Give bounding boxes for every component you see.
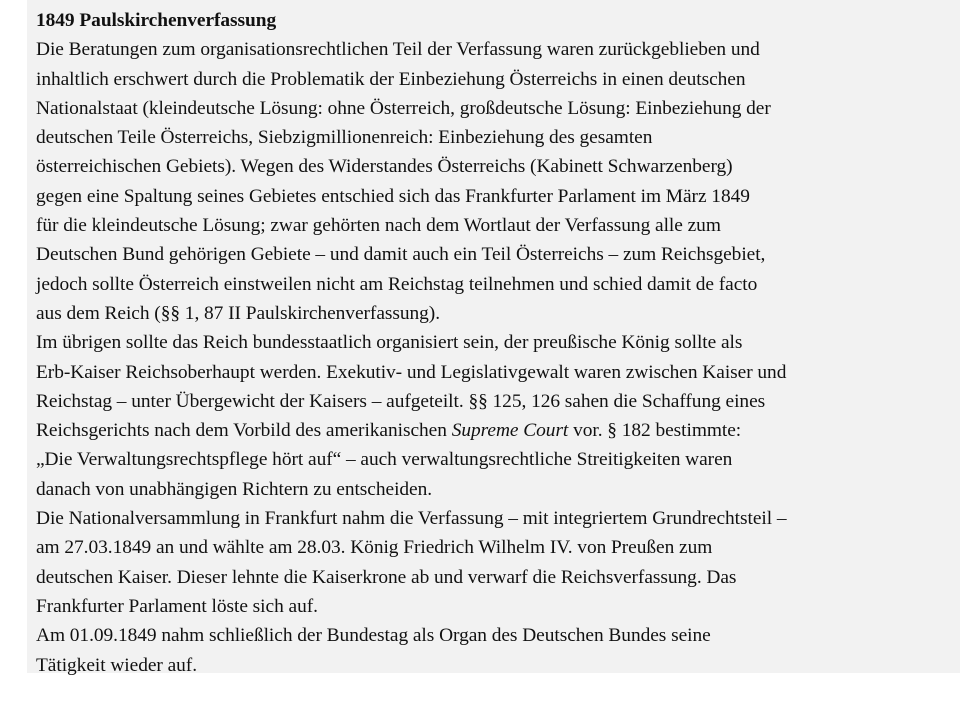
document-title: 1849 Paulskirchenverfassung — [36, 10, 277, 31]
text-line: gegen eine Spaltung seines Gebietes entschied sich das Frankfurter Parlament im März 1849 — [36, 185, 750, 207]
text-line: Tätigkeit wieder auf. — [36, 654, 198, 676]
text-line: Deutschen Bund gehörigen Gebiete – und damit auch ein Teil Österreichs – zum Reichsgebiet, — [36, 244, 766, 266]
text-line: jedoch sollte Österreich einstweilen nicht am Reichstag teilnehmen und schied damit de facto — [36, 273, 758, 295]
text-line: inhaltlich erschwert durch die Problematik der Einbeziehung Österreichs in einen deutschen — [36, 68, 746, 90]
italic-term: Supreme Court — [451, 420, 569, 442]
text-line: „Die Verwaltungsrechtspflege hört auf“ – auch verwaltungsrechtliche Streitigkeiten waren — [36, 449, 733, 471]
text-line: Am 01.09.1849 nahm schließlich der Bundestag als Organ des Deutschen Bundes seine — [36, 625, 711, 647]
text-line: deutschen Teile Österreichs, Siebzigmillionenreich: Einbeziehung des gesamten — [36, 127, 653, 149]
text-line: Reichstag – unter Übergewicht der Kaisers – aufgeteilt. §§ 125, 126 sahen die Schaffung eines — [36, 390, 766, 412]
text-segment: Reichsgerichts nach dem Vorbild des amerikanischen — [36, 420, 452, 442]
text-line: Erb-Kaiser Reichsoberhaupt werden. Exekutiv- und Legislativgewalt waren zwischen Kaiser und — [36, 361, 787, 383]
text-line: Nationalstaat (kleindeutsche Lösung: ohne Österreich, großdeutsche Lösung: Einbeziehung der — [36, 97, 771, 119]
text-line: österreichischen Gebiets). Wegen des Widerstandes Österreichs (Kabinett Schwarzenberg) — [36, 156, 733, 178]
text-line: Frankfurter Parlament löste sich auf. — [36, 595, 318, 617]
text-line: danach von unabhängigen Richtern zu entscheiden. — [36, 478, 433, 500]
text-line: Im übrigen sollte das Reich bundesstaatlich organisiert sein, der preußische König sollte als — [36, 332, 743, 354]
text-line: deutschen Kaiser. Dieser lehnte die Kaiserkrone ab und verwarf die Reichsverfassung. Das — [36, 566, 737, 588]
text-line: am 27.03.1849 an und wählte am 28.03. König Friedrich Wilhelm IV. von Preußen zum — [36, 537, 713, 559]
text-line-with-italic — [36, 416, 956, 445]
text-line: für die kleindeutsche Lösung; zwar gehörten nach dem Wortlaut der Verfassung alle zum — [36, 215, 721, 237]
text-line: Die Beratungen zum organisationsrechtlichen Teil der Verfassung waren zurückgeblieben und — [36, 39, 760, 61]
text-segment: vor. § 182 bestimmte: — [568, 420, 742, 442]
document-body — [36, 6, 956, 680]
text-line: Die Nationalversammlung in Frankfurt nahm die Verfassung – mit integriertem Grundrechtsteil – — [36, 508, 787, 530]
text-line: aus dem Reich (§§ 1, 87 II Paulskirchenverfassung). — [36, 302, 441, 324]
